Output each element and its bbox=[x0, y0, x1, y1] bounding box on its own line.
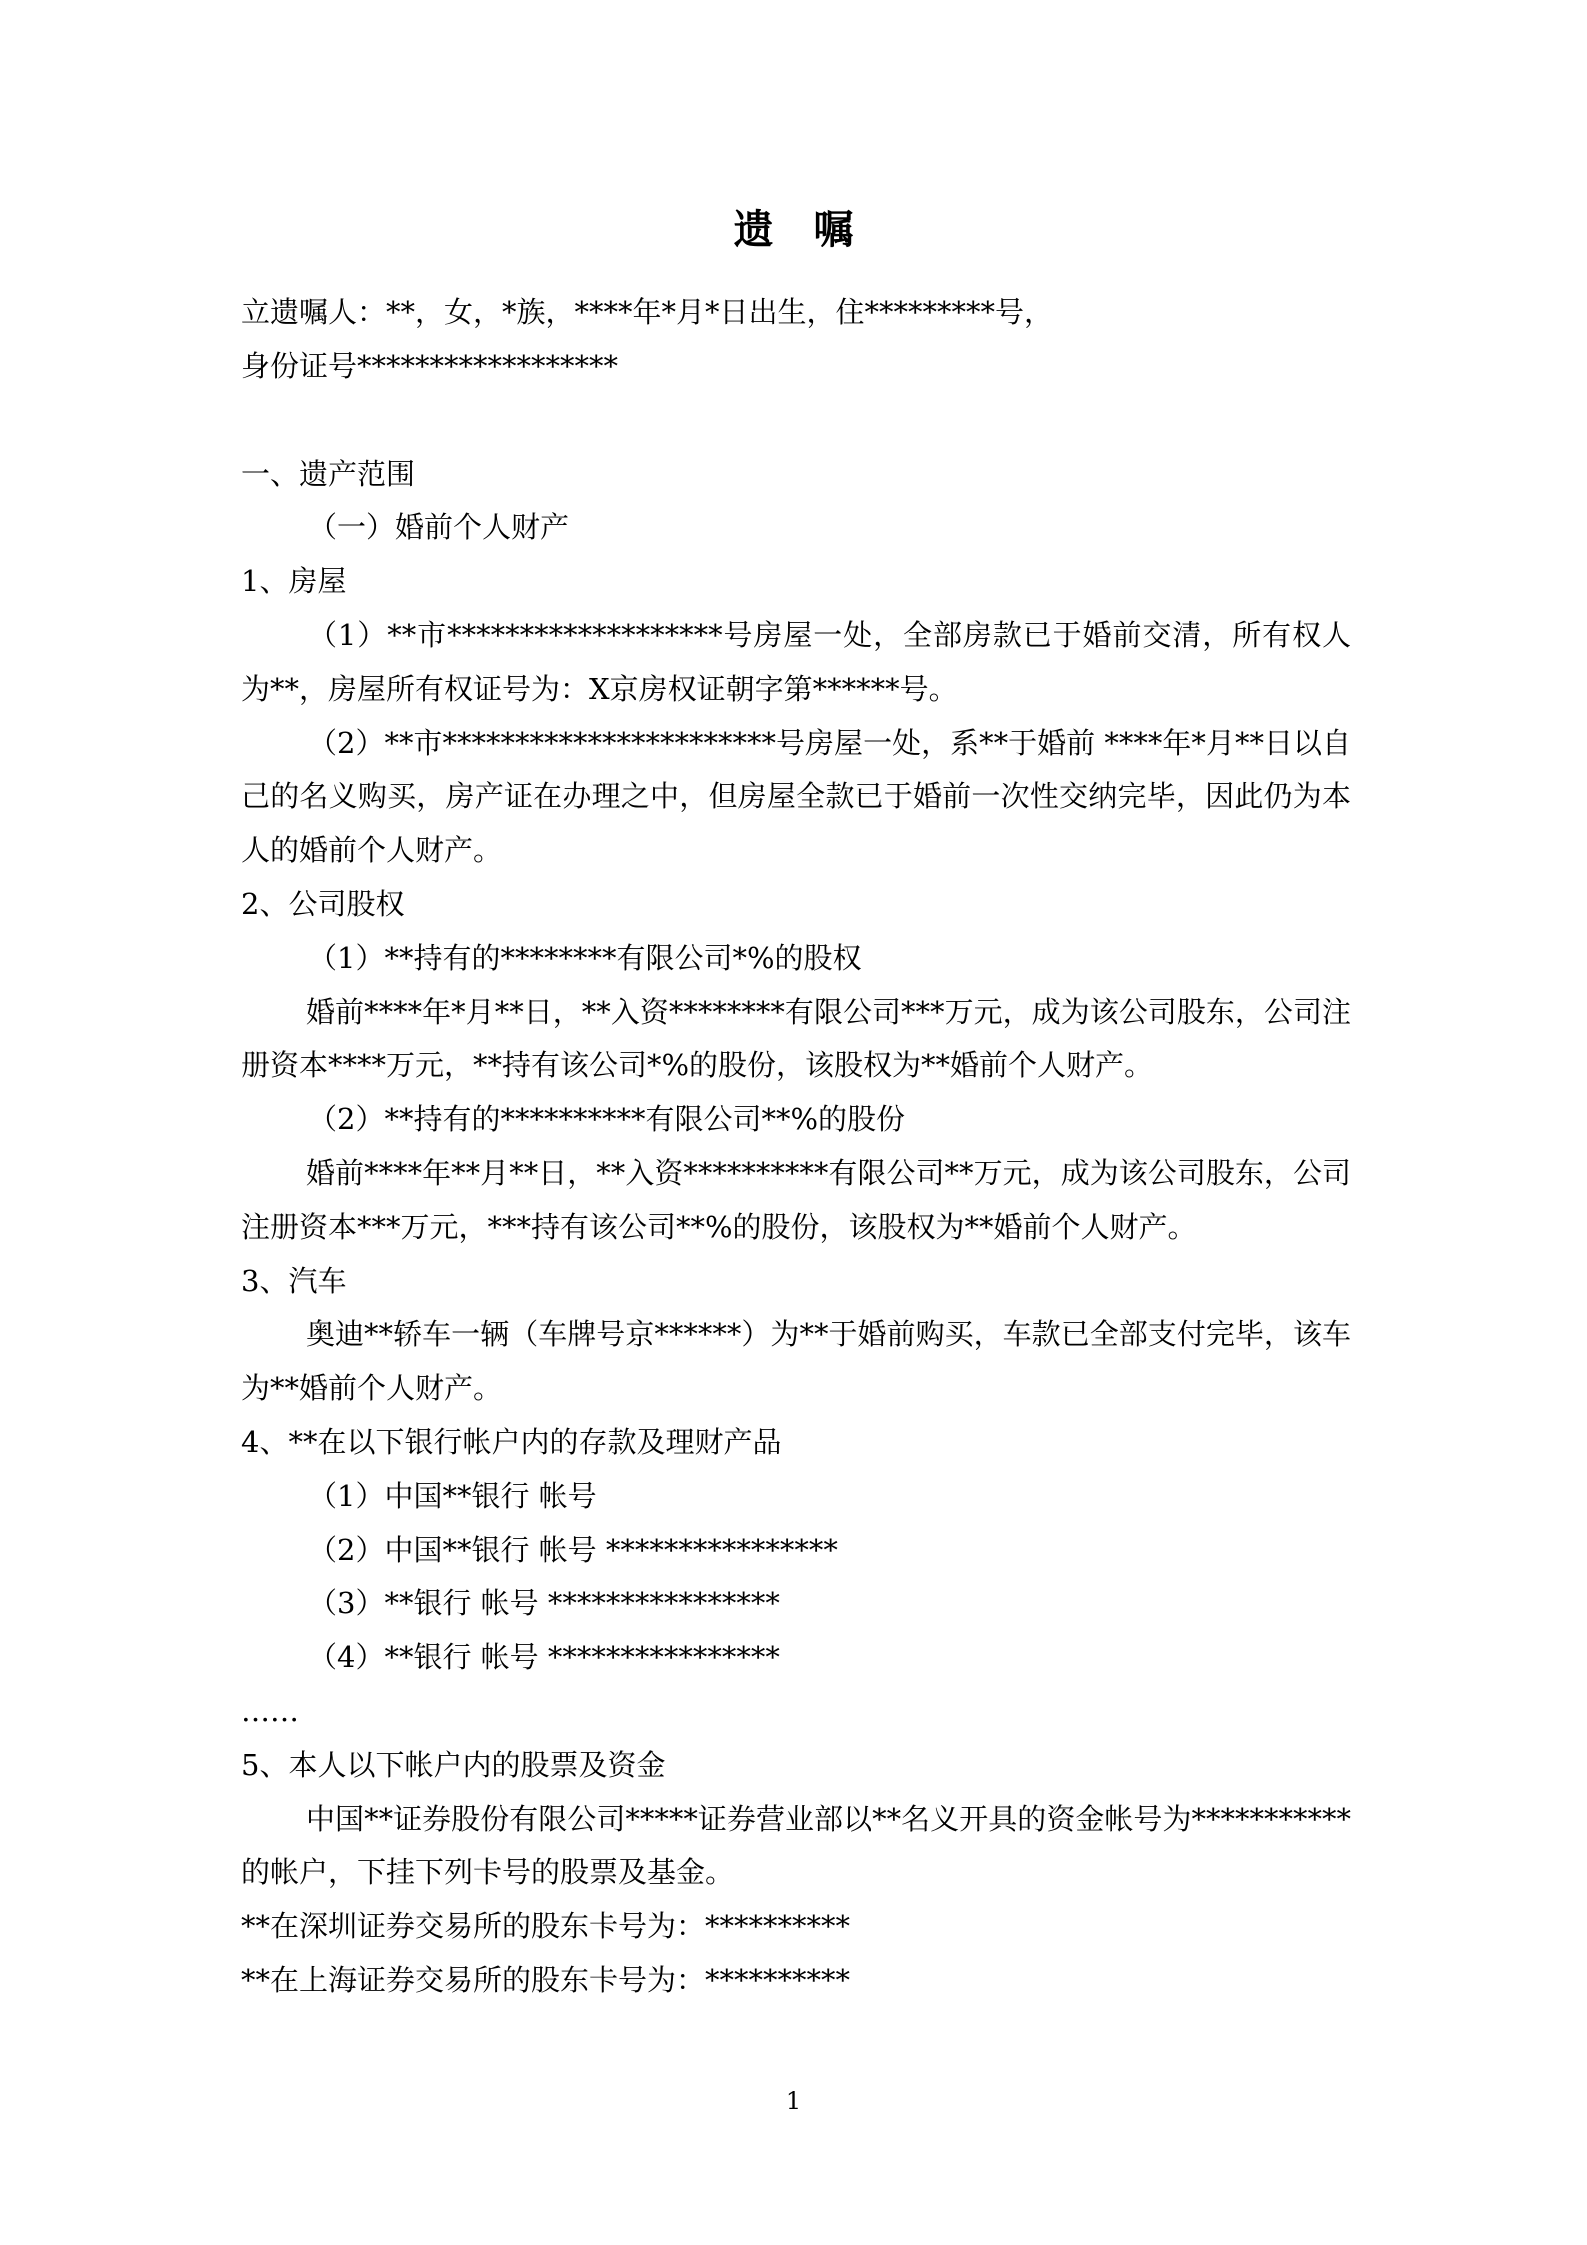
blank-line bbox=[241, 394, 1351, 448]
item-heading: 2、公司股权 bbox=[241, 886, 405, 921]
securities-text: 中国**证券股份有限公司*****证券营业部以**名义开具的资金帐号为***********的帐户，下挂下列卡号的股票及基金。 bbox=[241, 1801, 1351, 1890]
item-heading: 3、汽车 bbox=[241, 1263, 347, 1298]
house-item-1: （1）**市*******************号房屋一处，全部房款已于婚前交清，所有权人为**，房屋所有权证号为：X京房权证朝字第******号。 bbox=[241, 617, 1351, 706]
subsection-heading: （一）婚前个人财产 bbox=[308, 510, 570, 545]
bank-account-4: （4）**银行 帐号 **************** bbox=[308, 1640, 780, 1675]
item-heading: 5、本人以下帐户内的股票及资金 bbox=[241, 1747, 666, 1782]
id-number: 身份证号****************** bbox=[241, 348, 619, 383]
item-heading: 4、**在以下银行帐户内的存款及理财产品 bbox=[241, 1424, 782, 1459]
equity-item-1-heading: （1）**持有的********有限公司*%的股权 bbox=[308, 940, 862, 975]
house-item-2: （2）**市***********************号房屋一处，系**于婚前 ****年*月**日以自己的名义购买，房产证在办理之中，但房屋全款已于婚前一次性交纳完毕，因此仍为本人的婚前个人财产。 bbox=[241, 725, 1351, 868]
item-heading: 1、房屋 bbox=[241, 564, 347, 599]
shenzhen-account: **在深圳证券交易所的股东卡号为：********** bbox=[241, 1909, 851, 1944]
equity-item-2-heading: （2）**持有的**********有限公司**%的股份 bbox=[308, 1102, 906, 1137]
page-number: 1 bbox=[785, 2087, 802, 2115]
car-text: 奥迪**轿车一辆（车牌号京******）为**于婚前购买，车款已全部支付完毕，该车为**婚前个人财产。 bbox=[241, 1317, 1351, 1406]
equity-item-1-text: 婚前****年*月**日，**入资********有限公司***万元，成为该公司股东，公司注册资本****万元，**持有该公司*%的股份，该股权为**婚前个人财产。 bbox=[241, 994, 1351, 1083]
section-heading: 一、遗产范围 bbox=[241, 456, 416, 491]
document-title: 遗 嘱 bbox=[733, 206, 854, 253]
testator-info: 立遗嘱人：**，女，*族，****年*月*日出生，住*********号， bbox=[241, 295, 1054, 329]
bank-account-3: （3）**银行 帐号 **************** bbox=[308, 1586, 780, 1621]
bank-account-2: （2）中国**银行 帐号 **************** bbox=[308, 1532, 838, 1567]
shanghai-account: **在上海证券交易所的股东卡号为：********** bbox=[241, 1962, 851, 1997]
ellipsis: …… bbox=[241, 1693, 299, 1728]
document-body bbox=[241, 286, 1351, 2008]
bank-account-1: （1）中国**银行 帐号 bbox=[308, 1478, 597, 1513]
equity-item-2-text: 婚前****年**月**日，**入资**********有限公司**万元，成为该公司股东，公司注册资本***万元，***持有该公司**%的股份，该股权为**婚前个人财产。 bbox=[241, 1155, 1351, 1244]
